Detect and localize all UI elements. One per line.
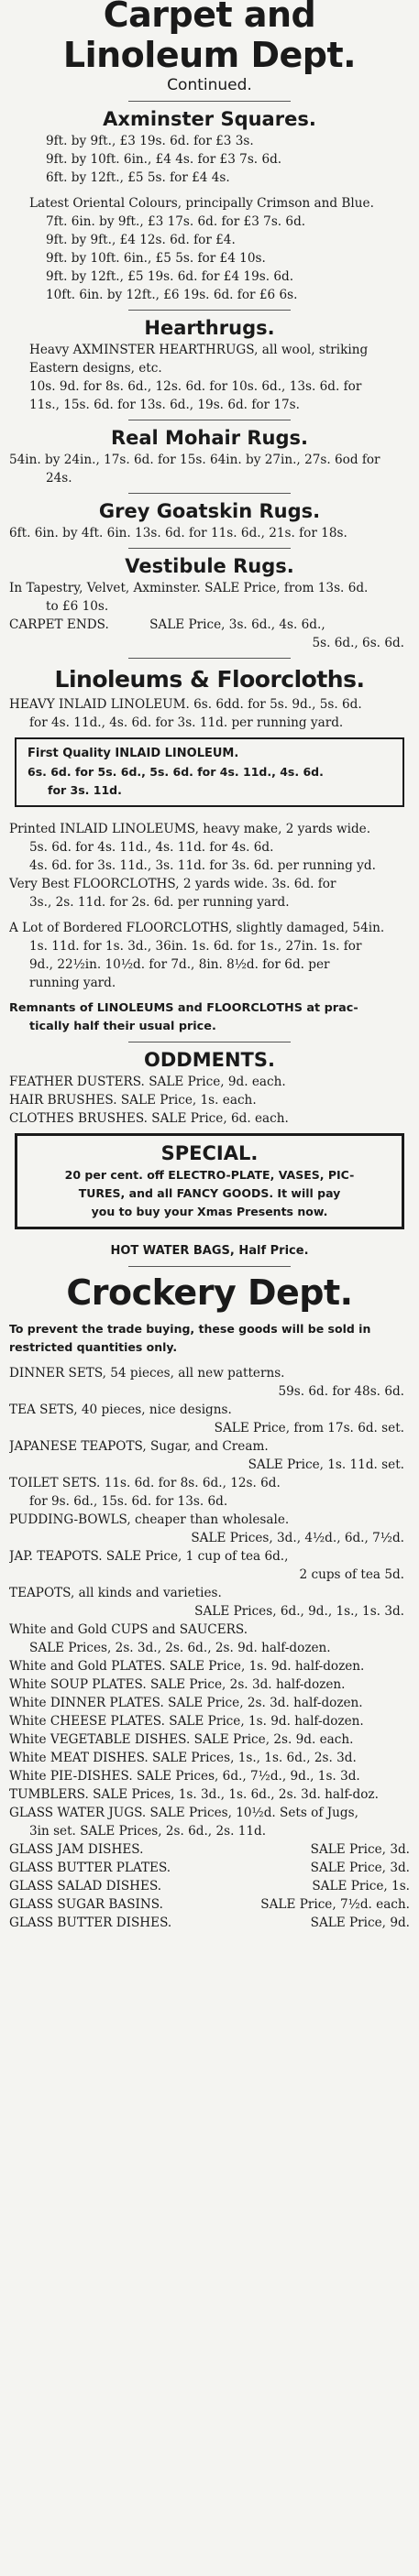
carpet-ends-row — [9, 616, 410, 634]
glass-item-name: GLASS JAM DISHES. — [9, 1842, 144, 1857]
glass-row — [9, 1914, 410, 1932]
white-cups: White and Gold CUPS and SAUCERS. — [9, 1622, 248, 1637]
oddments-line: FEATHER DUSTERS. SALE Price, 9d. each. — [9, 1075, 286, 1089]
tea-sets: TEA SETS, 40 pieces, nice designs. — [9, 1403, 232, 1417]
inlaid-linoleum-box — [15, 737, 404, 807]
continued-label: Continued. — [167, 76, 252, 94]
toilet-sets: TOILET SETS. 11s. 6d. for 8s. 6d., 12s. 6d. — [9, 1476, 281, 1490]
oriental-line: 7ft. 6in. by 9ft., £3 17s. 6d. for £3 7s. 6d. — [46, 214, 306, 229]
remnants-line: Remnants of LINOLEUMS and FLOORCLOTHS at prac- — [9, 1001, 358, 1015]
crockery-intro: To prevent the trade buying, these goods will be sold in — [9, 1322, 371, 1336]
crockery-item: White MEAT DISHES. SALE Prices, 1s., 1s. 6d., 2s. 3d. — [9, 1751, 357, 1765]
glass-item-price: SALE Price, 9d. — [310, 1916, 410, 1930]
mohair-line: 24s. — [46, 471, 72, 486]
toilet-sets-price: for 9s. 6d., 15s. 6d. for 13s. 6d. — [29, 1494, 228, 1509]
teapots-all-price: SALE Prices, 6d., 9d., 1s., 1s. 3d. — [194, 1604, 404, 1619]
divider — [128, 493, 291, 494]
carpet-ends-price2: 5s. 6d., 6s. 6d. — [312, 636, 404, 650]
hearthrugs-line: 10s. 9d. for 8s. 6d., 12s. 6d. for 10s. 6d., 13s. 6d. for — [29, 379, 362, 394]
glass-item-name: GLASS SUGAR BASINS. — [9, 1897, 163, 1912]
glass-row — [9, 1859, 410, 1877]
dinner-sets-price: 59s. 6d. for 48s. 6d. — [278, 1384, 404, 1399]
crockery-item: White DINNER PLATES. SALE Price, 2s. 3d. half-dozen. — [9, 1696, 363, 1710]
glass-item-name: GLASS BUTTER PLATES. — [9, 1861, 171, 1875]
special-box — [15, 1133, 404, 1229]
divider — [128, 310, 291, 311]
glass-item-name: GLASS BUTTER DISHES. — [9, 1916, 172, 1930]
white-cups-price: SALE Prices, 2s. 3d., 2s. 6d., 2s. 9d. half-dozen. — [29, 1641, 331, 1655]
divider — [128, 101, 291, 102]
jap-teapots: JAP. TEAPOTS. SALE Price, 1 cup of tea 6d., — [9, 1549, 289, 1564]
crockery-item: White SOUP PLATES. SALE Price, 2s. 3d. half-dozen. — [9, 1677, 346, 1692]
carpet-ends-label: CARPET ENDS. — [9, 617, 109, 632]
crockery-item: White VEGETABLE DISHES. SALE Price, 2s. 9d. each. — [9, 1732, 354, 1747]
hearthrugs-line: Heavy AXMINSTER HEARTHRUGS, all wool, striking — [29, 343, 369, 357]
crockery-item: White and Gold PLATES. SALE Price, 1s. 9d. half-dozen. — [9, 1659, 365, 1674]
crockery-item: TUMBLERS. SALE Prices, 1s. 3d., 1s. 6d., 2s. 3d. half-doz. — [9, 1787, 379, 1802]
special-line: 20 per cent. off ELECTRO-PLATE, VASES, PIC- — [64, 1168, 355, 1182]
axminster-line: 9ft. by 9ft., £3 19s. 6d. for £3 3s. — [46, 134, 254, 148]
teapots-all: TEAPOTS, all kinds and varieties. — [9, 1586, 222, 1600]
special-line: you to buy your Xmas Presents now. — [91, 1205, 328, 1218]
axminster-line: 9ft. by 10ft. 6in., £4 4s. for £3 7s. 6d. — [46, 152, 282, 167]
oriental-intro: Latest Oriental Colours, principally Crimson and Blue. — [29, 196, 374, 211]
crockery-item: White PIE-DISHES. SALE Prices, 6d., 7½d., 9d., 1s. 3d. — [9, 1769, 360, 1784]
pudding-bowls: PUDDING-BOWLS, cheaper than wholesale. — [9, 1512, 290, 1527]
mohair-line: 54in. by 24in., 17s. 6d. for 15s. 64in. by 27in., 27s. 6od for — [9, 453, 380, 467]
glass-item-price: SALE Price, 7½d. each. — [260, 1897, 410, 1912]
linoleums-heading: Linoleums & Floorcloths. — [54, 666, 365, 693]
carpet-title-line1: Carpet and — [103, 0, 316, 35]
hot-water-line: HOT WATER BAGS, Half Price. — [110, 1244, 309, 1258]
vestibule-heading: Vestibule Rugs. — [125, 555, 294, 577]
dinner-sets: DINNER SETS, 54 pieces, all new patterns. — [9, 1366, 285, 1381]
axminster-line: 6ft. by 12ft., £5 5s. for £4 4s. — [46, 170, 230, 185]
carpet-title-line2: Linoleum Dept. — [62, 35, 357, 75]
glass-jugs: GLASS WATER JUGS. SALE Prices, 10½d. Sets of Jugs, — [9, 1806, 358, 1820]
glass-row — [9, 1840, 410, 1859]
bordered-line: running yard. — [29, 976, 116, 990]
oddments-line: HAIR BRUSHES. SALE Price, 1s. each. — [9, 1093, 257, 1108]
printed-line: 5s. 6d. for 4s. 11d., 4s. 11d. for 4s. 6d. — [29, 840, 274, 855]
glass-item-name: GLASS SALAD DISHES. — [9, 1879, 162, 1894]
hearthrugs-line: 11s., 15s. 6d. for 13s. 6d., 19s. 6d. for 17s. — [29, 398, 300, 412]
glass-item-price: SALE Price, 3d. — [310, 1842, 410, 1857]
carpet-ends-price: SALE Price, 3s. 6d., 4s. 6d., — [149, 617, 325, 632]
bordered-line: A Lot of Bordered FLOORCLOTHS, slightly damaged, 54in. — [9, 921, 385, 935]
tea-sets-price: SALE Price, from 17s. 6d. set. — [214, 1421, 404, 1435]
hearthrugs-heading: Hearthrugs. — [144, 317, 275, 339]
inlaid-box-title: First Quality INLAID LINOLEUM. — [28, 747, 239, 760]
hearthrugs-line: Eastern designs, etc. — [29, 361, 162, 376]
linoleum-line: HEAVY INLAID LINOLEUM. 6s. 6dd. for 5s. 9d., 5s. 6d. — [9, 697, 362, 712]
bordered-line: 9d., 22½in. 10½d. for 7d., 8in. 8½d. for 6d. per — [29, 957, 330, 972]
linoleum-line: for 4s. 11d., 4s. 6d. for 3s. 11d. per running yard. — [29, 715, 344, 730]
floorcloth-line: 3s., 2s. 11d. for 2s. 6d. per running yard. — [29, 895, 290, 910]
oddments-heading: ODDMENTS. — [144, 1049, 275, 1071]
glass-row — [9, 1877, 410, 1895]
axminster-heading: Axminster Squares. — [103, 108, 316, 130]
divider — [128, 658, 291, 659]
inlaid-box-line: for 3s. 11d. — [48, 783, 122, 797]
oriental-line: 9ft. by 9ft., £4 12s. 6d. for £4. — [46, 233, 236, 247]
oddments-line: CLOTHES BRUSHES. SALE Price, 6d. each. — [9, 1111, 289, 1126]
oriental-line: 9ft. by 12ft., £5 19s. 6d. for £4 19s. 6d. — [46, 269, 294, 284]
japanese-teapots: JAPANESE TEAPOTS, Sugar, and Cream. — [9, 1439, 269, 1454]
special-heading: SPECIAL. — [160, 1142, 259, 1164]
glass-item-price: SALE Price, 1s. — [312, 1879, 410, 1894]
crockery-heading: Crockery Dept. — [66, 1272, 353, 1313]
jap-teapots-price: 2 cups of tea 5d. — [299, 1567, 404, 1582]
remnants-line: tically half their usual price. — [29, 1020, 216, 1033]
printed-line: Printed INLAID LINOLEUMS, heavy make, 2 yards wide. — [9, 822, 371, 836]
special-line: TURES, and all FANCY GOODS. It will pay — [78, 1186, 341, 1200]
oriental-line: 10ft. 6in. by 12ft., £6 19s. 6d. for £6 6s. — [46, 288, 298, 302]
floorcloth-line: Very Best FLOORCLOTHS, 2 yards wide. 3s. 6d. for — [9, 877, 336, 891]
oriental-line: 9ft. by 10ft. 6in., £5 5s. for £4 10s. — [46, 251, 266, 266]
japanese-teapots-price: SALE Price, 1s. 11d. set. — [248, 1457, 404, 1472]
mohair-heading: Real Mohair Rugs. — [110, 427, 309, 449]
printed-line: 4s. 6d. for 3s. 11d., 3s. 11d. for 3s. 6d. per running yd. — [29, 858, 376, 873]
vestibule-line: to £6 10s. — [46, 599, 109, 614]
bordered-line: 1s. 11d. for 1s. 3d., 36in. 1s. 6d. for 1s., 27in. 1s. for — [29, 939, 362, 954]
pudding-bowls-price: SALE Prices, 3d., 4½d., 6d., 7½d. — [191, 1531, 404, 1545]
divider — [128, 1266, 291, 1267]
glass-item-price: SALE Price, 3d. — [310, 1861, 410, 1875]
glass-row — [9, 1895, 410, 1914]
inlaid-box-line: 6s. 6d. for 5s. 6d., 5s. 6d. for 4s. 11d., 4s. 6d. — [28, 765, 324, 779]
divider — [128, 548, 291, 549]
vestibule-line: In Tapestry, Velvet, Axminster. SALE Price, from 13s. 6d. — [9, 581, 369, 595]
goatskin-line: 6ft. 6in. by 4ft. 6in. 13s. 6d. for 11s. 6d., 21s. for 18s. — [9, 526, 347, 540]
crockery-intro: restricted quantities only. — [9, 1340, 178, 1354]
crockery-item: White CHEESE PLATES. SALE Price, 1s. 9d. half-dozen. — [9, 1714, 364, 1729]
glass-jugs-price: 3in set. SALE Prices, 2s. 6d., 2s. 11d. — [29, 1824, 267, 1839]
goatskin-heading: Grey Goatskin Rugs. — [98, 500, 321, 522]
